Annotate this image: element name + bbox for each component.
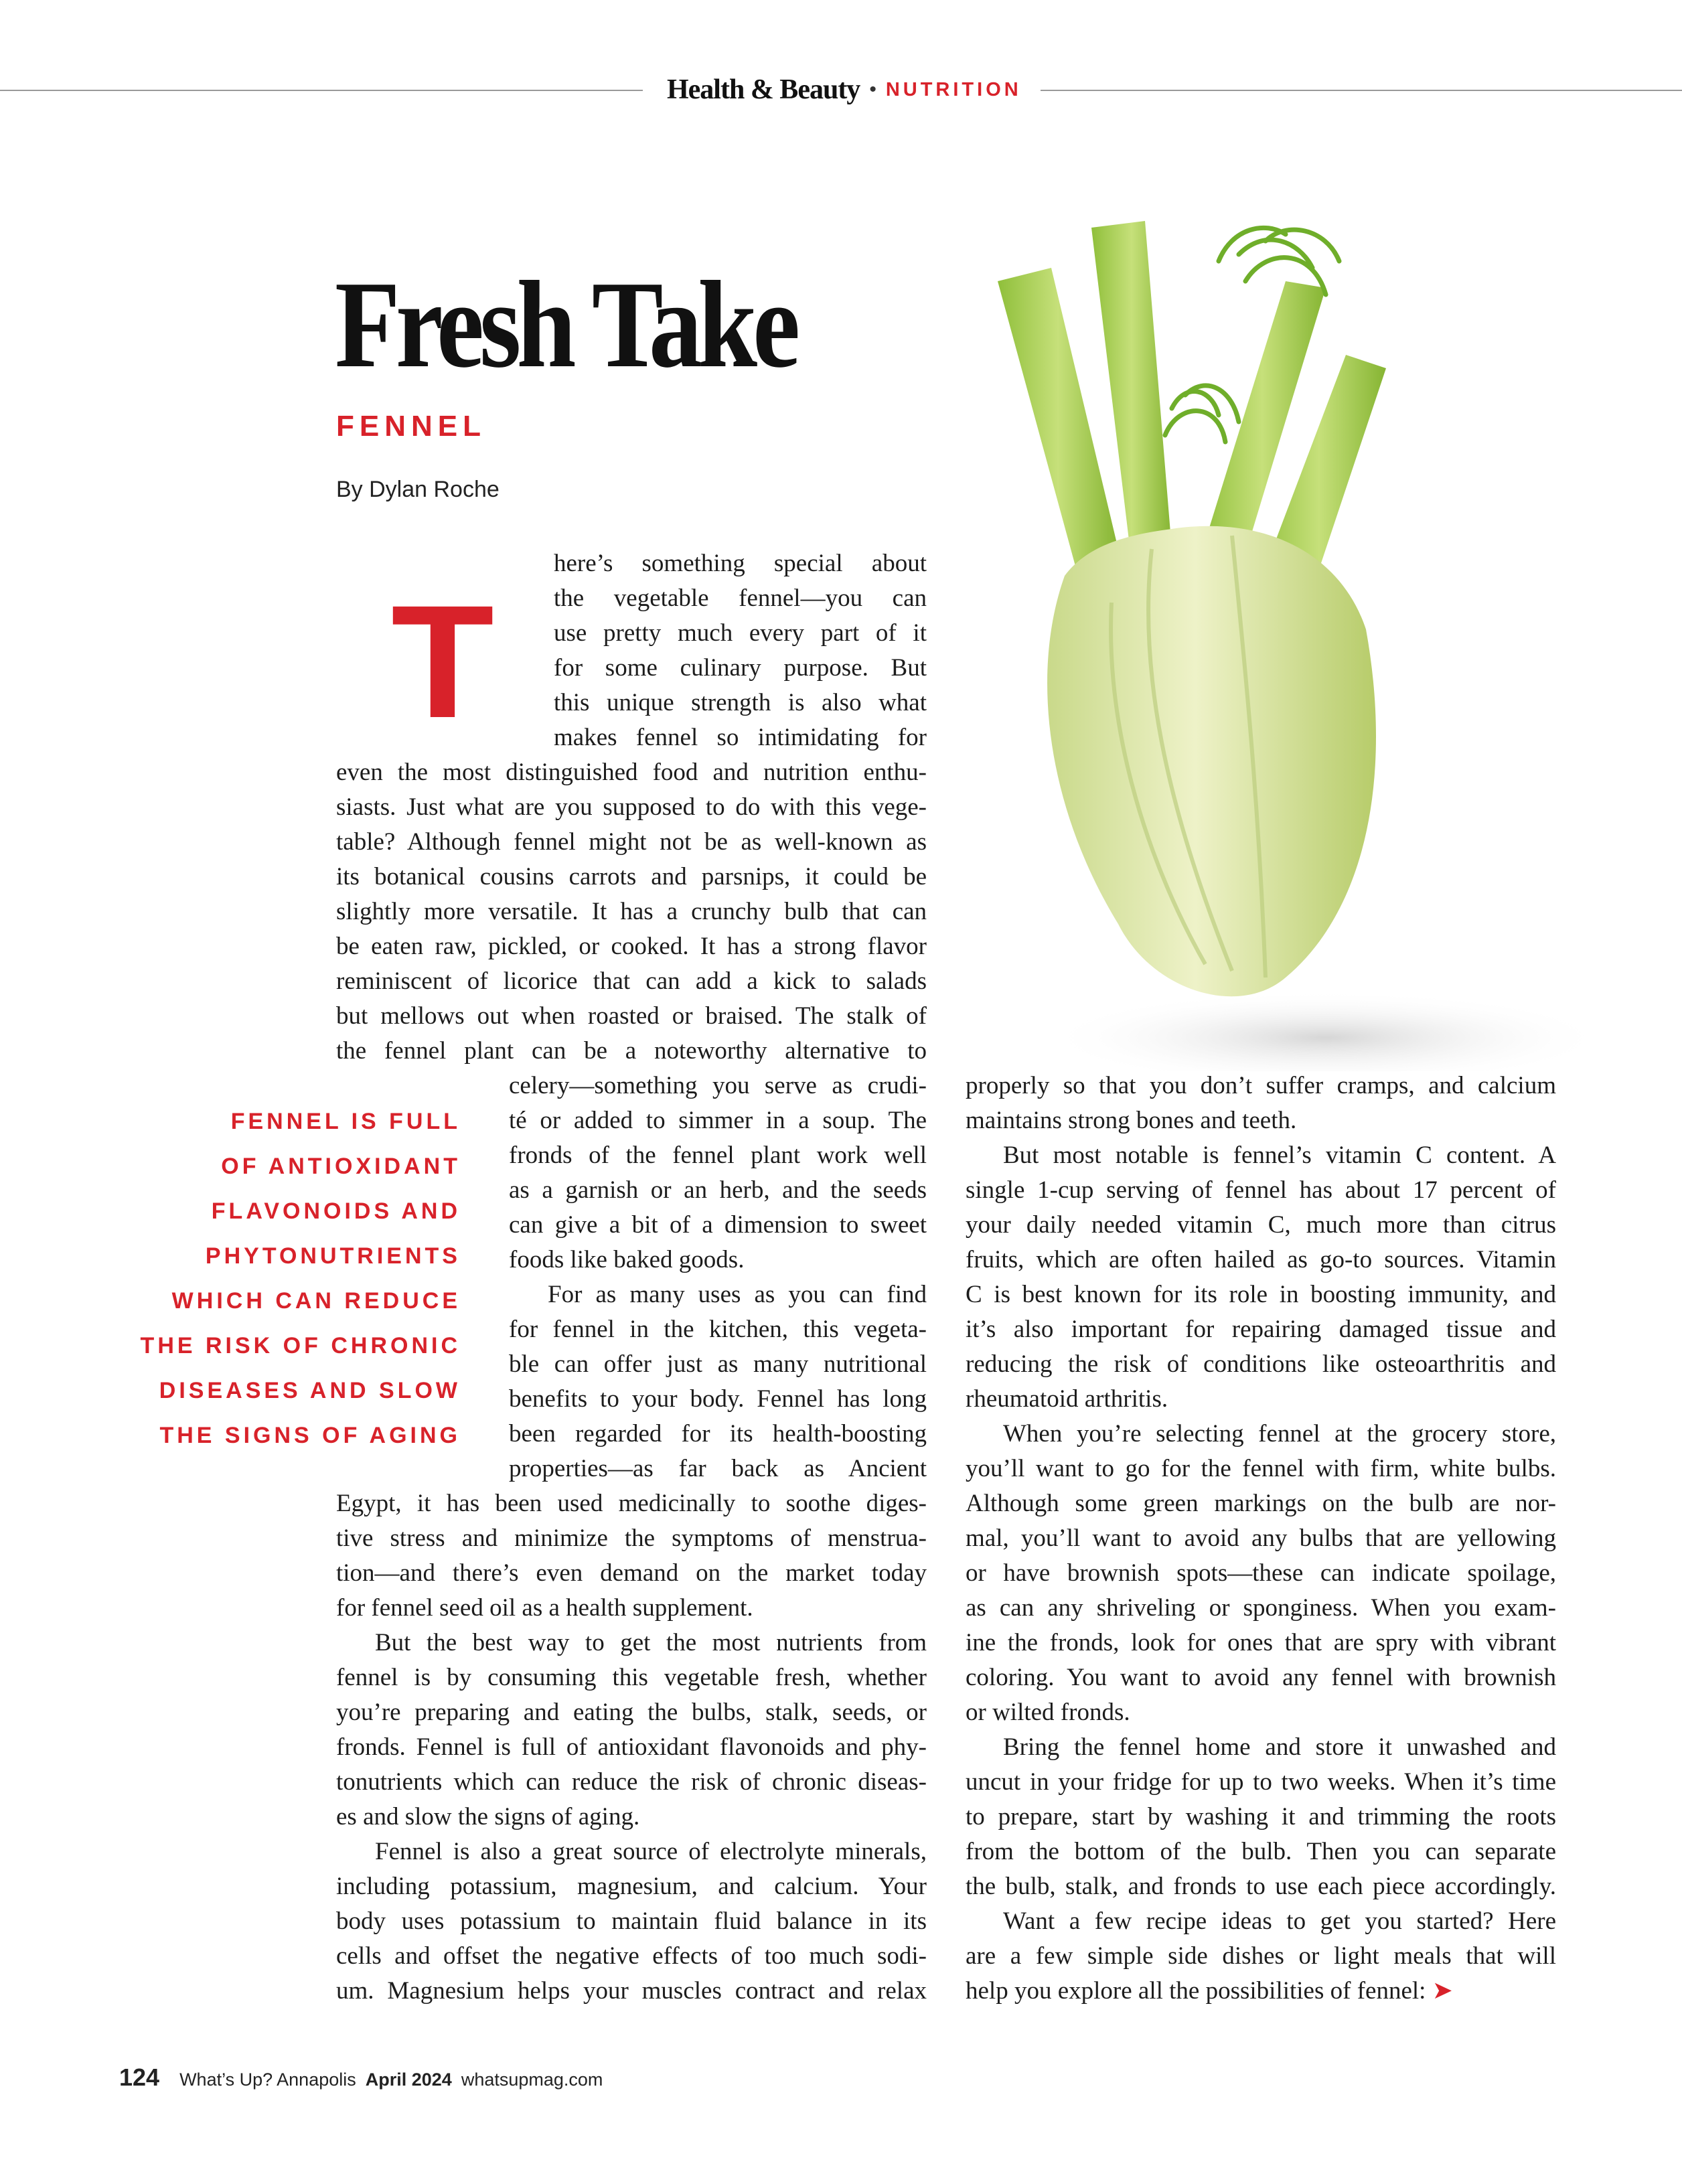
col1-line: but mellows out when roasted or braised. The stalk of — [336, 1002, 927, 1030]
col2-line-last — [966, 1974, 1556, 2009]
pull-quote-line: DISEASES AND SLOW — [159, 1378, 461, 1403]
col1-line: Fennel is also a great source of electrolyte minerals, — [375, 1838, 927, 1865]
col1-line: fronds of the fennel plant work well — [509, 1142, 927, 1169]
col1-line: this unique strength is also what — [554, 689, 927, 716]
col1-line: tion—and there’s even demand on the market today — [336, 1559, 927, 1587]
col1-line: celery—something you serve as crudi- — [509, 1072, 927, 1099]
fennel-shadow — [1045, 991, 1607, 1071]
continue-arrow-icon: ➤ — [1432, 1977, 1453, 2005]
col1-line: for fennel seed oil as a health supplement. — [336, 1594, 753, 1622]
section-header — [667, 70, 1022, 110]
col2-line: as can any shriveling or sponginess. When you exam- — [966, 1594, 1556, 1622]
article-kicker: FENNEL — [336, 410, 486, 443]
fennel-bulb — [1047, 526, 1376, 996]
col1-line: even the most distinguished food and nutrition enthu- — [336, 759, 927, 786]
col1-line: But the best way to get the most nutrients from — [375, 1629, 927, 1656]
col1-line: ble can offer just as many nutritional — [509, 1350, 927, 1378]
pull-quote-line: FLAVONOIDS AND — [211, 1198, 461, 1224]
col1-line: its botanical cousins carrots and parsnips, it could be — [336, 863, 927, 890]
col1-line: Egypt, it has been used medicinally to soothe diges- — [336, 1490, 927, 1517]
col1-line: you’re preparing and eating the bulbs, stalk, seeds, or — [336, 1699, 927, 1726]
col2-line: Bring the fennel home and store it unwashed and — [1003, 1733, 1556, 1761]
col2-line: But most notable is fennel’s vitamin C content. A — [1003, 1142, 1556, 1169]
col1-line: té or added to simmer in a soup. The — [509, 1107, 927, 1134]
pull-quote-line: WHICH CAN REDUCE — [171, 1288, 461, 1314]
col1-line: can give a bit of a dimension to sweet — [509, 1211, 927, 1239]
article-title: Fresh Take — [335, 256, 796, 394]
pull-quote-line: THE RISK OF CHRONIC — [140, 1333, 461, 1358]
col2-line: reducing the risk of conditions like osteoarthritis and — [966, 1350, 1556, 1378]
col2-line: C is best known for its role in boosting immunity, and — [966, 1281, 1556, 1308]
col2-line: from the bottom of the bulb. Then you can separate — [966, 1838, 1556, 1865]
drop-cap: T — [391, 572, 494, 751]
col2-line: to prepare, start by washing it and trimming the roots — [966, 1803, 1556, 1830]
col1-line: for fennel in the kitchen, this vegeta- — [509, 1316, 927, 1343]
footer-date: April 2024 — [365, 2070, 452, 2090]
col2-line: you’ll want to go for the fennel with firm, white bulbs. — [966, 1455, 1556, 1482]
col2-line: it’s also important for repairing damaged tissue and — [966, 1316, 1556, 1343]
col2-line: When you’re selecting fennel at the grocery store, — [1003, 1420, 1556, 1448]
fennel-photo — [951, 201, 1682, 1071]
col2-last-text: help you explore all the possibilities of fennel: — [966, 1977, 1426, 2005]
col2-line: the bulb, stalk, and fronds to use each piece accordingly. — [966, 1873, 1556, 1900]
footer-website: whatsupmag.com — [461, 2070, 603, 2090]
col2-line: properly so that you don’t suffer cramps, and calcium — [966, 1072, 1556, 1099]
col1-line: tonutrients which can reduce the risk of chronic diseas- — [336, 1768, 927, 1796]
col1-line: the vegetable fennel—you can — [554, 584, 927, 612]
col1-line: be eaten raw, pickled, or cooked. It has a strong flavor — [336, 933, 927, 960]
header-rule-right — [1041, 90, 1682, 91]
page-number: 124 — [119, 2063, 160, 2091]
header-rule-left — [0, 90, 643, 91]
col2-line: ine the fronds, look for ones that are spry with vibrant — [966, 1629, 1556, 1656]
fennel-stalk-left — [998, 268, 1118, 576]
col2-line: fruits, which are often hailed as go-to sources. Vitamin — [966, 1246, 1556, 1273]
header-section: NUTRITION — [885, 78, 1022, 100]
col1-line: siasts. Just what are you supposed to do with this vege- — [336, 793, 927, 821]
col1-line: foods like baked goods. — [509, 1246, 745, 1273]
col2-line: rheumatoid arthritis. — [966, 1385, 1168, 1413]
pull-quote-line: THE SIGNS OF AGING — [159, 1423, 461, 1448]
col1-line: table? Although fennel might not be as well-known as — [336, 828, 927, 856]
col1-line: the fennel plant can be a noteworthy alternative to — [336, 1037, 927, 1065]
header-brand: Health & Beauty — [667, 74, 860, 105]
col1-line: here’s something special about — [554, 550, 927, 577]
col1-line: reminiscent of licorice that can add a kick to salads — [336, 967, 927, 995]
col2-line: uncut in your fridge for up to two weeks. When it’s time — [966, 1768, 1556, 1796]
col1-line: body uses potassium to maintain fluid balance in its — [336, 1907, 927, 1935]
col2-line: mal, you’ll want to avoid any bulbs that are yellowing — [966, 1525, 1556, 1552]
col1-line: properties—as far back as Ancient — [509, 1455, 927, 1482]
col2-line: are a few simple side dishes or light meals that will — [966, 1942, 1556, 1970]
col1-line: fennel is by consuming this vegetable fresh, whether — [336, 1664, 927, 1691]
col2-line: Although some green markings on the bulb are nor- — [966, 1490, 1556, 1517]
col1-line: tive stress and minimize the symptoms of menstrua- — [336, 1525, 927, 1552]
col1-line: including potassium, magnesium, and calcium. Your — [336, 1873, 927, 1900]
col1-line: use pretty much every part of it — [554, 619, 927, 647]
header-separator: • — [869, 78, 876, 100]
col1-line: es and slow the signs of aging. — [336, 1803, 640, 1830]
col2-line: or wilted fronds. — [966, 1699, 1130, 1726]
col1-line: makes fennel so intimidating for — [554, 724, 927, 751]
col1-line: slightly more versatile. It has a crunchy bulb that can — [336, 898, 927, 925]
col1-line: as a garnish or an herb, and the seeds — [509, 1176, 927, 1204]
pull-quote-line: FENNEL IS FULL — [230, 1109, 461, 1134]
col1-line: been regarded for its health-boosting — [509, 1420, 927, 1448]
col1-line: benefits to your body. Fennel has long — [509, 1385, 927, 1413]
col2-line: Want a few recipe ideas to get you started? Here — [1003, 1907, 1556, 1935]
col1-line: um. Magnesium helps your muscles contract and relax — [336, 1977, 927, 2005]
col1-line: fronds. Fennel is full of antioxidant flavonoids and phy- — [336, 1733, 927, 1761]
col2-line: your daily needed vitamin C, much more than citrus — [966, 1211, 1556, 1239]
page-footer — [119, 2063, 603, 2092]
pull-quote-line: PHYTONUTRIENTS — [205, 1243, 461, 1269]
col1-line: For as many uses as you can find — [548, 1281, 927, 1308]
footer-magazine: What’s Up? Annapolis — [179, 2070, 356, 2090]
col2-line: or have brownish spots—these can indicate spoilage, — [966, 1559, 1556, 1587]
col1-line: cells and offset the negative effects of too much sodi- — [336, 1942, 927, 1970]
col1-line: for some culinary purpose. But — [554, 654, 927, 682]
article-byline: By Dylan Roche — [336, 477, 500, 502]
col2-line: maintains strong bones and teeth. — [966, 1107, 1297, 1134]
pull-quote-line: OF ANTIOXIDANT — [221, 1154, 461, 1179]
col2-line: single 1-cup serving of fennel has about 17 percent of — [966, 1176, 1556, 1204]
col2-line: coloring. You want to avoid any fennel with brownish — [966, 1664, 1556, 1691]
